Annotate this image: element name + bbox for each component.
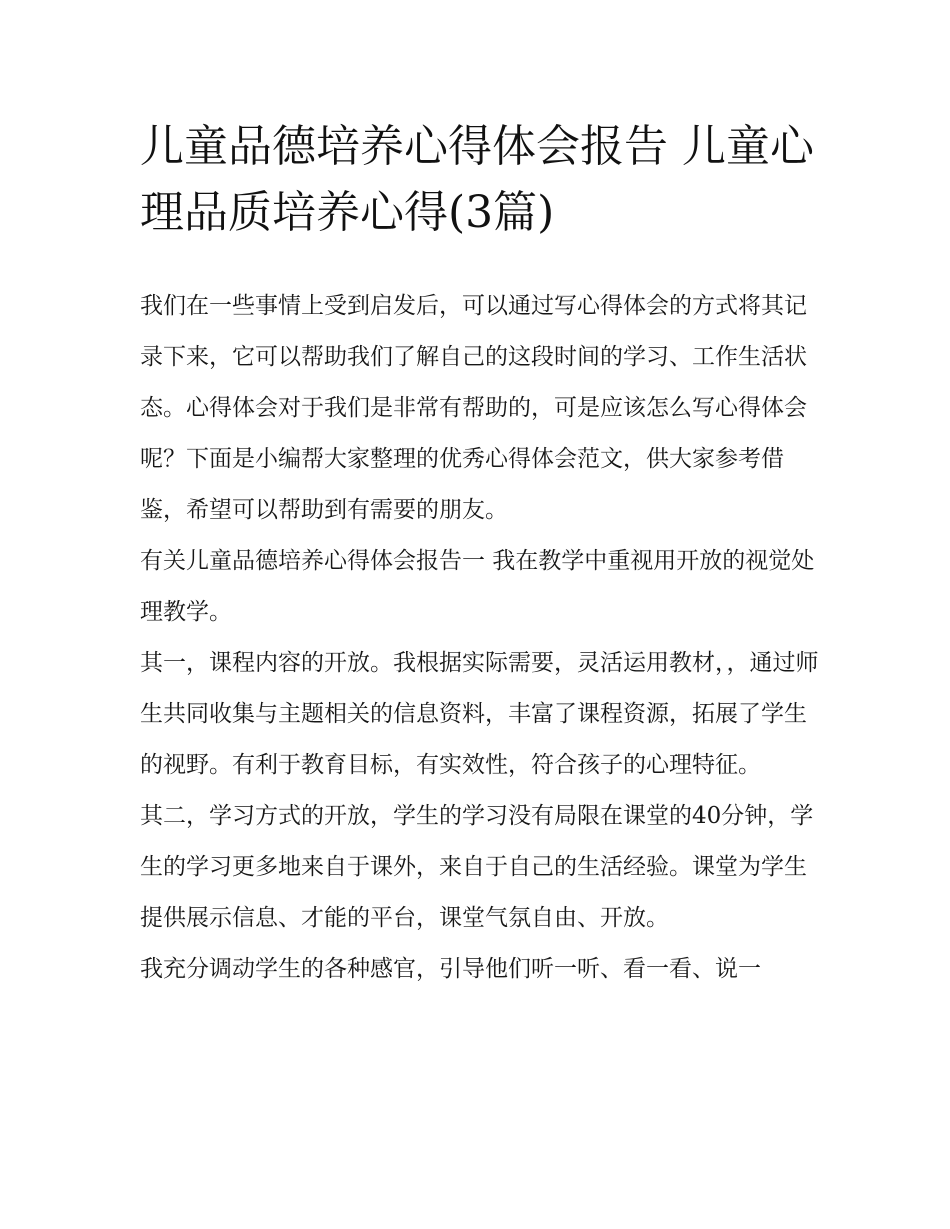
paragraph-point-two: 其二，学习方式的开放，学生的学习没有局限在课堂的40分钟，学生的学习更多地来自于课外，来自于自己的生活经验。课堂为学生提供展示信息、才能的平台，课堂气氛自由、开放。 [140, 803, 814, 931]
document-body [140, 281, 820, 995]
paragraph-report-one: 有关儿童品德培养心得体会报告一 我在教学中重视用开放的视觉处理教学。 [140, 548, 815, 625]
paragraph-intro: 我们在一些事情上受到启发后，可以通过写心得体会的方式将其记录下来，它可以帮助我们了解自己的这段时间的学习、工作生活状态。心得体会对于我们是非常有帮助的，可是应该怎么写心得体会呢？下面是小编帮大家整理的优秀心得体会范文，供大家参考借鉴，希望可以帮助到有需要的朋友。 [140, 293, 807, 523]
paragraph-senses: 我充分调动学生的各种感官，引导他们听一听、看一看、说一 [140, 956, 761, 982]
document-title: 儿童品德培养心得体会报告 儿童心理品质培养心得(3篇) [140, 121, 814, 238]
paragraph-point-one: 其一，课程内容的开放。我根据实际需要，灵活运用教材，，通过师生共同收集与主题相关的信息资料，丰富了课程资源，拓展了学生的视野。有利于教育目标，有实效性，符合孩子的心理特征。 [140, 650, 819, 778]
